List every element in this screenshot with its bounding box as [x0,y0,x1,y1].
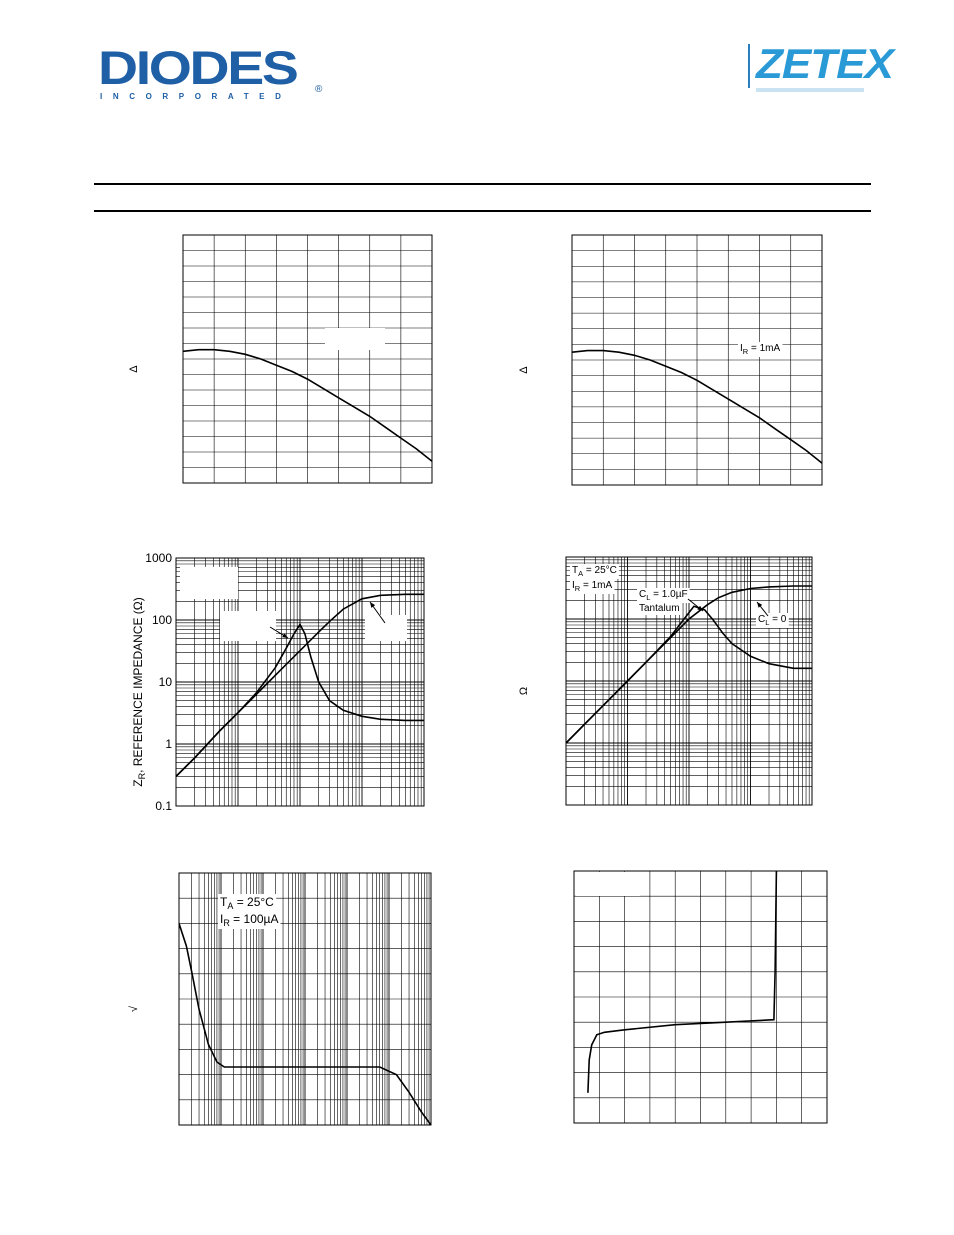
zetex-logo [748,40,893,96]
y-axis-label: √ [128,1005,140,1013]
diodes-logo [98,41,326,104]
zetex-logo-tagline [756,88,864,92]
diodes-logo-text: DIODES [98,41,297,94]
chart-3-reference-impedance [120,545,450,820]
label-box [220,611,276,641]
y-tick-label: 1000 [145,551,172,565]
label-box [180,567,238,599]
header-rule-bottom [94,210,871,212]
chart-6-reverse-characteristic [510,860,840,1140]
grid [572,235,822,485]
label-box [325,328,385,350]
grid [179,873,431,1125]
annotation-label: $I_R = 100\mu A$ [220,912,279,928]
y-axis-label: Δ [518,366,530,374]
zetex-logo-bar [748,44,750,88]
chart-4-reference-impedance [510,545,840,820]
y-tick-label: 0.1 [155,799,172,813]
annotation-label: $C_L = 0$ [758,614,787,627]
annotation-label: Tantalum [639,603,680,614]
y-axis-label: $Z_R$, REFERENCE IMPEDANCE (Ω) [131,597,147,787]
annotation-label: $I_R = 1mA$ [740,343,781,356]
label-box [576,872,640,896]
annotation-label: $C_L = 1.0\mu F$ [639,589,688,602]
y-tick-label: 100 [151,613,172,627]
header-rule-top [94,183,871,185]
chart-1-voltage-vs-temperature [120,225,450,495]
annotation-label: $I_R = 1mA$ [572,580,613,593]
label-box [365,615,407,641]
registered-mark: ® [315,84,323,95]
chart-5-noise-vs-frequency [120,860,450,1140]
y-axis-label: Δ [128,365,140,373]
diodes-logo-subtitle: INCORPORATED [100,92,292,101]
chart-2-voltage-vs-temperature [510,225,840,495]
grid [183,235,432,483]
annotation-arrow-head [370,602,375,608]
y-tick-label: 10 [158,675,172,689]
zetex-logo-text: ZETEX [756,40,893,87]
grid [574,871,827,1123]
y-axis-label: Ω [518,686,530,696]
y-tick-label: 1 [165,737,172,751]
series-line-1 [588,871,777,1093]
annotation-label: $T_A = 25^\circ C$ [220,895,274,911]
annotation-label: $T_A = 25^\circ C$ [572,565,617,578]
